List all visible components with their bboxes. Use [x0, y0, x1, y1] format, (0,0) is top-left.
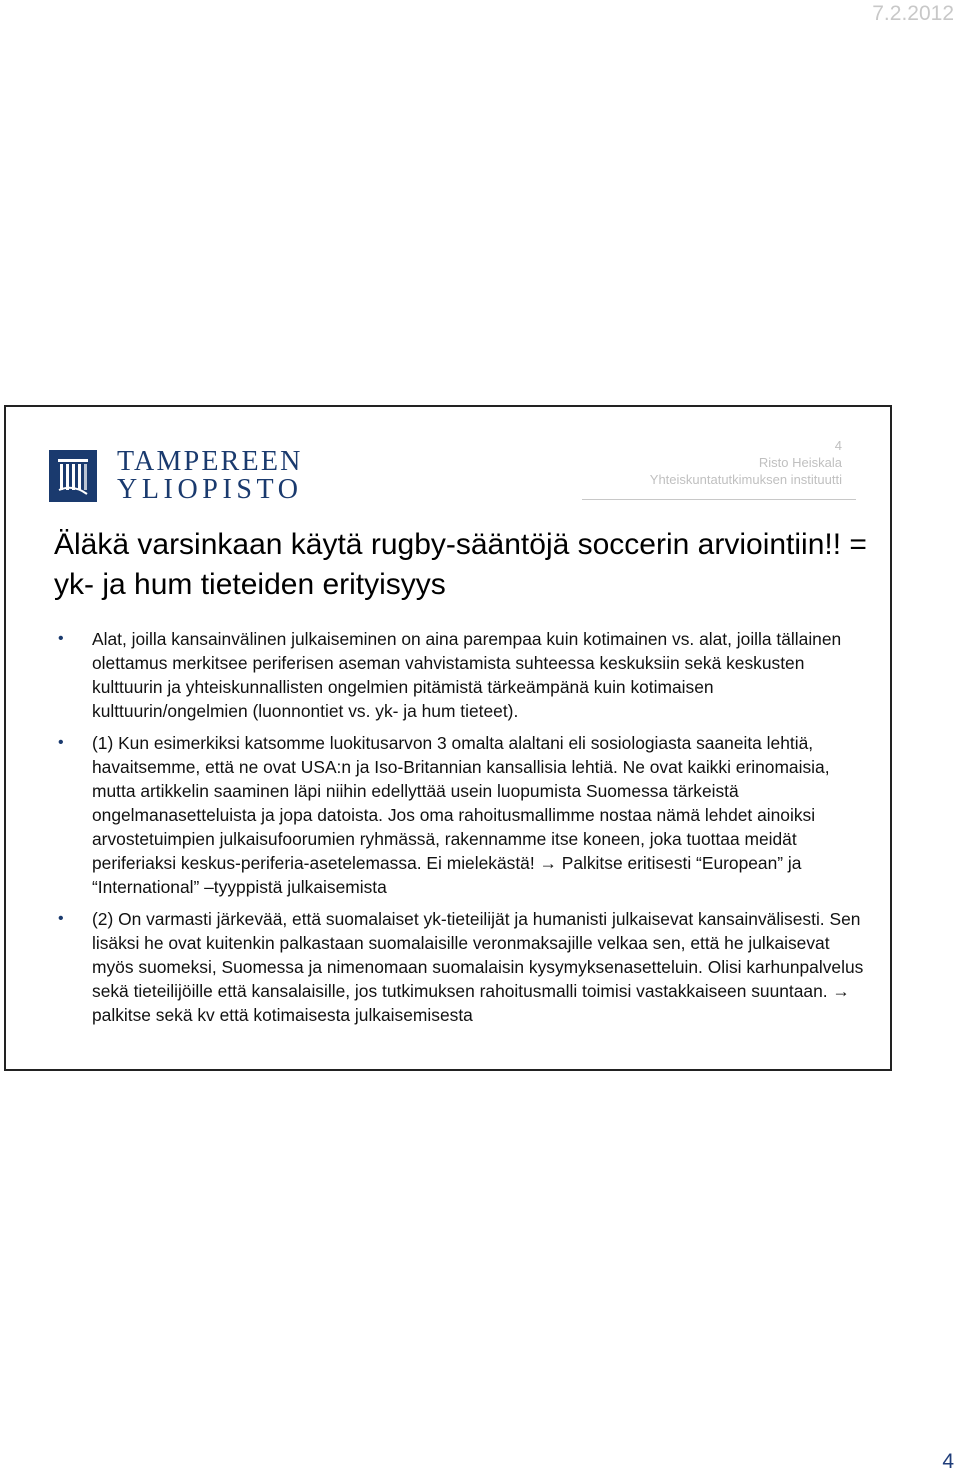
bullet-icon: • [58, 910, 64, 927]
slide-title: Äläkä varsinkaan käytä rugby-sääntöjä soccerin arviointiin!! = yk- ja hum tieteiden erityisyys [54, 528, 867, 601]
bullet-item [54, 627, 874, 723]
author-name: Risto Heiskala [758, 455, 842, 470]
bullet-item [54, 907, 874, 1027]
university-logo [49, 448, 303, 504]
institute-name: Yhteiskuntatutkimuksen instituutti [649, 472, 842, 487]
bullet-icon: • [58, 630, 64, 647]
bullet-text: (2) On varmasti järkevää, että suomalaiset yk-tieteilijät ja humanisti julkaisevat kansainvälisesti. Sen lisäksi he ovat kuitenkin palkastaan suomalaisille veronmaksajille velkaa sen, että he julkaisevat myös suomeksi, Suomessa ja nimenomaan suomalaisin kysymyksenasetteluin. Olisi karhunpalvelus sekä tieteilijöille että kansalaisille, jos tutkimuksen rahoitusmalli toimisi vastakkaiseen suuntaan. → palkitse sekä kv että kotimaisesta julkaisemisesta [92, 909, 864, 1025]
slide [4, 405, 892, 1071]
bullet-text: Alat, joilla kansainvälinen julkaiseminen on aina parempaa kuin kotimainen vs. alat, joilla tällainen olettamus merkitsee periferisen aseman vahvistamista suhteessa keskuksiin sekä keskusten kulttuurin ja yhteiskunnallisten ongelmien pitämistä tärkeämpänä kuin kotimaisen kulttuurin/ongelmien (luonnontiet vs. yk- ja hum tieteet). [92, 629, 842, 721]
header-divider [582, 499, 856, 500]
bullet-text: (1) Kun esimerkiksi katsomme luokitusarvon 3 omalta alaltani eli sosiologiasta saaneita lehtiä, havaitsemme, että ne ovat USA:n ja Iso-Britannian kansallisia lehtiä. Ne ovat kaikki erinomaisia, mutta artikkelin saaminen läpi niihin edellyttää usein luopumista Suomessa tärkeistä ongelmanasetteluista ja jopa datoista. Jos oma rahoitusmallimme nostaa nämä lehdet ainoiksi arvostetuimpien julkaisufoorumien ryhmässä, rakennamme itse koneen, joka tuottaa meidät periferiaksi keskus-periferia-asetelemassa. Ei mielekästä! → Palkitse eritisesti “European” ja “International” –tyyppistä julkaisemista [92, 733, 830, 897]
logo-wordmark [117, 448, 303, 504]
slide-header-info [650, 437, 842, 488]
bullet-list [54, 627, 874, 1035]
bullet-icon: • [58, 734, 64, 751]
bullet-item [54, 731, 874, 899]
logo-line-1: TAMPEREEN [117, 446, 303, 477]
page-number: 4 [942, 1450, 954, 1473]
page-date: 7.2.2012 [872, 2, 954, 25]
logo-line-2: YLIOPISTO [117, 474, 303, 505]
column-emblem-icon [49, 450, 97, 502]
slide-number: 4 [834, 438, 842, 453]
